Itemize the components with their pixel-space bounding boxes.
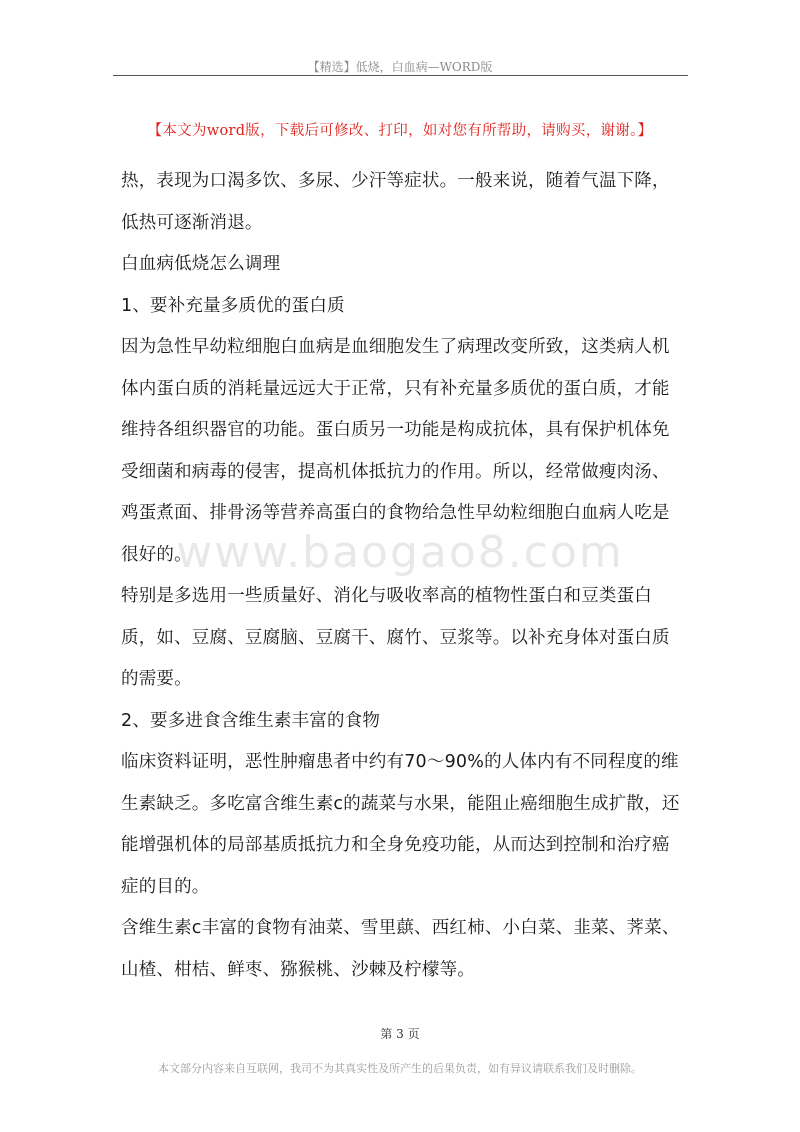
subheading-vitamins: 2、要多进食含维生素丰富的食物 [121,710,381,731]
page-header: 【精选】低烧，白血病—WORD版 [307,60,493,74]
page-number: 第 3 页 [380,1027,420,1041]
page-footer: 本文部分内容来自互联网，我司不为其真实性及所产生的后果负责，如有异议请联系我们及时删除。 [158,1062,642,1075]
header-divider [113,75,688,76]
watermark: www.baogao8.com [176,527,624,578]
section-heading: 白血病低烧怎么调理 [121,254,281,274]
paragraph-vitamin-c-foods: 含维生素c丰富的食物有油菜、雪里蕻、西红柿、小白菜、韭菜、荠菜、山楂、柑桔、鲜枣、猕猴桃、沙棘及柠檬等。 [121,918,680,980]
document-body [121,161,681,991]
paragraph-protein: 因为急性早幼粒细胞白血病是血细胞发生了病理改变所致，这类病人机体内蛋白质的消耗量远远大于正常，只有补充量多质优的蛋白质，才能维持各组织器官的功能。蛋白质另一功能是构成抗体，具有保护机体免受细菌和病毒的侵害，提高机体抵抗力的作用。所以，经常做瘦肉汤、鸡蛋煮面、排骨汤等营养高蛋白的食物给急性早幼粒细胞白血病人吃是很好的。 [121,337,670,565]
paragraph-low-fever-intro: 热，表现为口渴多饮、多尿、少汗等症状。一般来说，随着气温下降，低热可逐渐消退。 [121,171,670,233]
paragraph-vitamins: 临床资料证明，恶性肿瘤患者中约有70～90%的人体内有不同程度的维生素缺乏。多吃富含维生素c的蔬菜与水果，能阻止癌细胞生成扩散，还能增强机体的局部基质抵抗力和全身免疫功能，从而达到控制和治疗癌症的目的。 [121,752,680,897]
paragraph-plant-protein: 特别是多选用一些质量好、消化与吸收率高的植物性蛋白和豆类蛋白质，如、豆腐、豆腐脑、豆腐干、腐竹、豆浆等。以补充身体对蛋白质的需要。 [121,586,670,689]
purchase-notice: 【本文为word版，下载后可修改、打印，如对您有所帮助，请购买，谢谢。】 [147,123,653,139]
subheading-protein: 1、要补充量多质优的蛋白质 [121,295,345,316]
